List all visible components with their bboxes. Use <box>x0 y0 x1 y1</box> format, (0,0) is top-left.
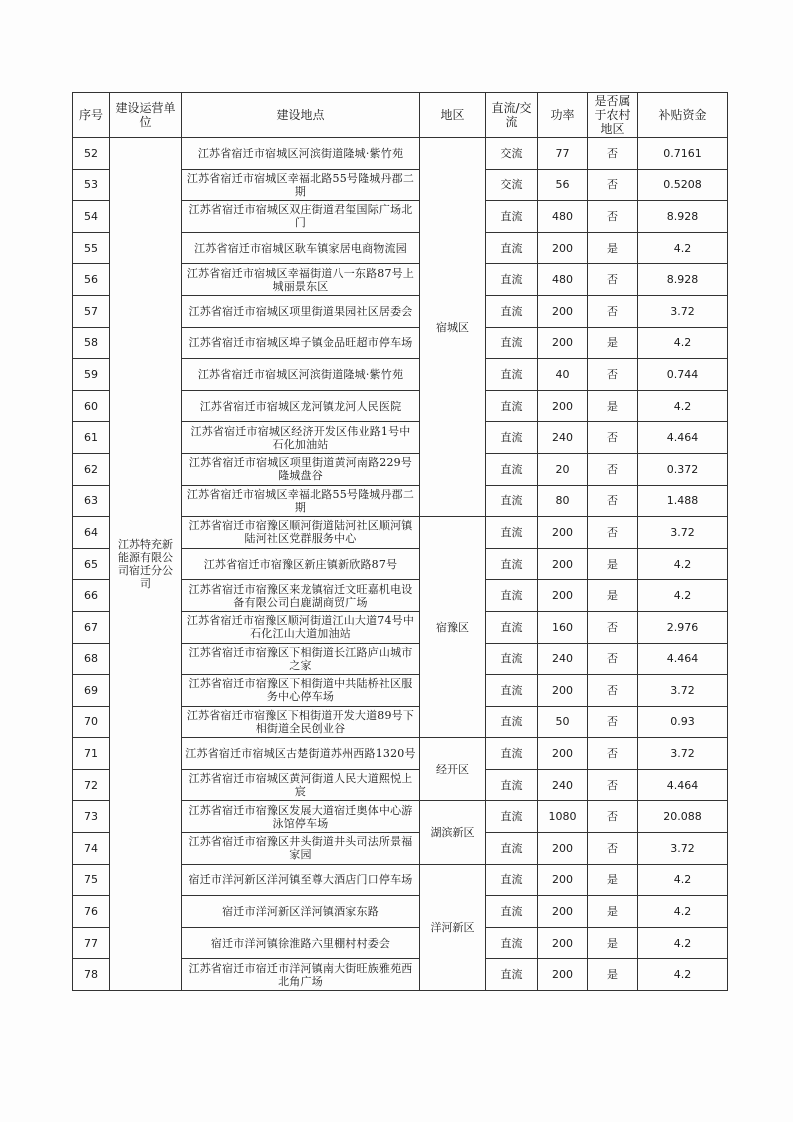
fund-cell: 8.928 <box>638 264 728 296</box>
row-number: 76 <box>73 896 110 928</box>
rural-cell: 否 <box>588 359 638 391</box>
region-cell: 宿城区 <box>420 138 486 517</box>
location-cell: 江苏省宿迁市宿城区古楚街道苏州西路1320号 <box>182 738 420 770</box>
power-cell: 77 <box>538 138 588 170</box>
rural-cell: 否 <box>588 264 638 296</box>
header-region: 地区 <box>420 93 486 138</box>
fund-cell: 0.5208 <box>638 169 728 201</box>
power-cell: 200 <box>538 896 588 928</box>
power-cell: 200 <box>538 927 588 959</box>
fund-cell: 3.72 <box>638 738 728 770</box>
location-cell: 江苏省宿迁市宿城区河滨街道隆城·紫竹苑 <box>182 359 420 391</box>
power-cell: 40 <box>538 359 588 391</box>
location-cell: 江苏省宿迁市宿城区幸福北路55号隆城丹郡二期 <box>182 485 420 517</box>
power-cell: 80 <box>538 485 588 517</box>
fund-cell: 4.2 <box>638 232 728 264</box>
rural-cell: 是 <box>588 864 638 896</box>
power-cell: 20 <box>538 453 588 485</box>
location-cell: 江苏省宿迁市宿城区幸福北路55号隆城丹郡二期 <box>182 169 420 201</box>
rural-cell: 否 <box>588 738 638 770</box>
power-cell: 200 <box>538 738 588 770</box>
current-type-cell: 直流 <box>486 327 538 359</box>
current-type-cell: 直流 <box>486 611 538 643</box>
rural-cell: 是 <box>588 548 638 580</box>
current-type-cell: 直流 <box>486 232 538 264</box>
current-type-cell: 直流 <box>486 580 538 612</box>
row-number: 68 <box>73 643 110 675</box>
current-type-cell: 直流 <box>486 833 538 865</box>
rural-cell: 是 <box>588 580 638 612</box>
power-cell: 200 <box>538 295 588 327</box>
region-cell: 洋河新区 <box>420 864 486 990</box>
fund-cell: 3.72 <box>638 295 728 327</box>
fund-cell: 4.2 <box>638 327 728 359</box>
row-number: 69 <box>73 675 110 707</box>
row-number: 56 <box>73 264 110 296</box>
current-type-cell: 直流 <box>486 390 538 422</box>
header-location: 建设地点 <box>182 93 420 138</box>
location-cell: 江苏省宿迁市宿城区龙河镇龙河人民医院 <box>182 390 420 422</box>
rural-cell: 是 <box>588 390 638 422</box>
location-cell: 江苏省宿迁市宿城区幸福街道八一东路87号上城丽景东区 <box>182 264 420 296</box>
row-number: 73 <box>73 801 110 833</box>
location-cell: 江苏省宿迁市宿豫区来龙镇宿迁文旺嘉机电设备有限公司白鹿湖商贸广场 <box>182 580 420 612</box>
location-cell: 江苏省宿迁市宿城区耿车镇家居电商物流园 <box>182 232 420 264</box>
fund-cell: 4.2 <box>638 864 728 896</box>
current-type-cell: 直流 <box>486 675 538 707</box>
rural-cell: 否 <box>588 422 638 454</box>
fund-cell: 4.2 <box>638 927 728 959</box>
current-type-cell: 直流 <box>486 864 538 896</box>
row-number: 67 <box>73 611 110 643</box>
region-cell: 湖滨新区 <box>420 801 486 864</box>
rural-cell: 否 <box>588 675 638 707</box>
location-cell: 江苏省宿迁市宿豫区下相街道中共陆桥社区服务中心停车场 <box>182 675 420 707</box>
fund-cell: 4.2 <box>638 580 728 612</box>
row-number: 53 <box>73 169 110 201</box>
rural-cell: 否 <box>588 517 638 549</box>
current-type-cell: 直流 <box>486 264 538 296</box>
row-number: 52 <box>73 138 110 170</box>
row-number: 64 <box>73 517 110 549</box>
row-number: 74 <box>73 833 110 865</box>
power-cell: 480 <box>538 201 588 233</box>
fund-cell: 4.2 <box>638 896 728 928</box>
rural-cell: 是 <box>588 232 638 264</box>
power-cell: 200 <box>538 959 588 991</box>
row-number: 55 <box>73 232 110 264</box>
location-cell: 江苏省宿迁市宿豫区顺河街道陆河社区顺河镇陆河社区党群服务中心 <box>182 517 420 549</box>
power-cell: 200 <box>538 390 588 422</box>
location-cell: 江苏省宿迁市宿豫区发展大道宿迁奥体中心游泳馆停车场 <box>182 801 420 833</box>
region-cell: 宿豫区 <box>420 517 486 738</box>
fund-cell: 4.464 <box>638 769 728 801</box>
current-type-cell: 直流 <box>486 359 538 391</box>
fund-cell: 0.372 <box>638 453 728 485</box>
current-type-cell: 直流 <box>486 422 538 454</box>
rural-cell: 否 <box>588 485 638 517</box>
current-type-cell: 直流 <box>486 959 538 991</box>
rural-cell: 是 <box>588 896 638 928</box>
region-cell: 经开区 <box>420 738 486 801</box>
row-number: 77 <box>73 927 110 959</box>
rural-cell: 否 <box>588 138 638 170</box>
row-number: 59 <box>73 359 110 391</box>
fund-cell: 0.93 <box>638 706 728 738</box>
row-number: 65 <box>73 548 110 580</box>
row-number: 61 <box>73 422 110 454</box>
location-cell: 江苏省宿迁市宿城区双庄街道君玺国际广场北门 <box>182 201 420 233</box>
power-cell: 240 <box>538 422 588 454</box>
row-number: 54 <box>73 201 110 233</box>
current-type-cell: 直流 <box>486 517 538 549</box>
power-cell: 1080 <box>538 801 588 833</box>
current-type-cell: 直流 <box>486 485 538 517</box>
row-number: 62 <box>73 453 110 485</box>
row-number: 66 <box>73 580 110 612</box>
row-number: 70 <box>73 706 110 738</box>
location-cell: 宿迁市洋河新区洋河镇酒家东路 <box>182 896 420 928</box>
location-cell: 宿迁市洋河新区洋河镇至尊大酒店门口停车场 <box>182 864 420 896</box>
rural-cell: 否 <box>588 201 638 233</box>
row-number: 63 <box>73 485 110 517</box>
header-current: 直流/交流 <box>486 93 538 138</box>
power-cell: 200 <box>538 232 588 264</box>
fund-cell: 3.72 <box>638 833 728 865</box>
power-cell: 200 <box>538 548 588 580</box>
power-cell: 200 <box>538 327 588 359</box>
rural-cell: 是 <box>588 927 638 959</box>
row-number: 60 <box>73 390 110 422</box>
header-unit: 建设运营单位 <box>110 93 182 138</box>
location-cell: 江苏省宿迁市宿城区项里街道黄河南路229号隆城盘谷 <box>182 453 420 485</box>
fund-cell: 8.928 <box>638 201 728 233</box>
table-header-row <box>73 93 728 138</box>
current-type-cell: 直流 <box>486 453 538 485</box>
rural-cell: 是 <box>588 959 638 991</box>
row-number: 57 <box>73 295 110 327</box>
location-cell: 江苏省宿迁市宿城区经济开发区伟业路1号中石化加油站 <box>182 422 420 454</box>
rural-cell: 否 <box>588 706 638 738</box>
rural-cell: 否 <box>588 643 638 675</box>
rural-cell: 否 <box>588 801 638 833</box>
row-number: 58 <box>73 327 110 359</box>
power-cell: 240 <box>538 769 588 801</box>
current-type-cell: 直流 <box>486 643 538 675</box>
location-cell: 江苏省宿迁市宿豫区井头街道井头司法所景福家园 <box>182 833 420 865</box>
fund-cell: 3.72 <box>638 675 728 707</box>
location-cell: 江苏省宿迁市宿城区埠子镇金品旺超市停车场 <box>182 327 420 359</box>
fund-cell: 0.744 <box>638 359 728 391</box>
rural-cell: 否 <box>588 833 638 865</box>
fund-cell: 4.464 <box>638 643 728 675</box>
power-cell: 200 <box>538 833 588 865</box>
current-type-cell: 交流 <box>486 138 538 170</box>
current-type-cell: 交流 <box>486 169 538 201</box>
power-cell: 50 <box>538 706 588 738</box>
location-cell: 江苏省宿迁市宿城区黄河街道人民大道熙悦上宸 <box>182 769 420 801</box>
row-number: 75 <box>73 864 110 896</box>
fund-cell: 4.2 <box>638 959 728 991</box>
location-cell: 江苏省宿迁市宿城区项里街道果园社区居委会 <box>182 295 420 327</box>
power-cell: 200 <box>538 580 588 612</box>
row-number: 72 <box>73 769 110 801</box>
current-type-cell: 直流 <box>486 295 538 327</box>
fund-cell: 4.2 <box>638 390 728 422</box>
power-cell: 200 <box>538 517 588 549</box>
location-cell: 江苏省宿迁市宿豫区顺河街道江山大道74号中石化江山大道加油站 <box>182 611 420 643</box>
fund-cell: 4.464 <box>638 422 728 454</box>
location-cell: 江苏省宿迁市宿迁市洋河镇南大街旺族雅苑西北角广场 <box>182 959 420 991</box>
header-rural: 是否属于农村地区 <box>588 93 638 138</box>
power-cell: 56 <box>538 169 588 201</box>
location-cell: 江苏省宿迁市宿豫区下相街道开发大道89号下相街道全民创业谷 <box>182 706 420 738</box>
current-type-cell: 直流 <box>486 738 538 770</box>
current-type-cell: 直流 <box>486 548 538 580</box>
current-type-cell: 直流 <box>486 927 538 959</box>
header-fund: 补贴资金 <box>638 93 728 138</box>
current-type-cell: 直流 <box>486 801 538 833</box>
rural-cell: 否 <box>588 295 638 327</box>
row-number: 71 <box>73 738 110 770</box>
table-body <box>73 138 728 991</box>
location-cell: 江苏省宿迁市宿豫区新庄镇新欣路87号 <box>182 548 420 580</box>
location-cell: 江苏省宿迁市宿豫区下相街道长江路庐山城市之家 <box>182 643 420 675</box>
current-type-cell: 直流 <box>486 706 538 738</box>
fund-cell: 3.72 <box>638 517 728 549</box>
power-cell: 200 <box>538 675 588 707</box>
rural-cell: 否 <box>588 769 638 801</box>
header-power: 功率 <box>538 93 588 138</box>
current-type-cell: 直流 <box>486 769 538 801</box>
current-type-cell: 直流 <box>486 201 538 233</box>
fund-cell: 2.976 <box>638 611 728 643</box>
header-no: 序号 <box>73 93 110 138</box>
location-cell: 宿迁市洋河镇徐淮路六里棚村村委会 <box>182 927 420 959</box>
rural-cell: 是 <box>588 327 638 359</box>
power-cell: 160 <box>538 611 588 643</box>
power-cell: 240 <box>538 643 588 675</box>
location-cell: 江苏省宿迁市宿城区河滨街道隆城·紫竹苑 <box>182 138 420 170</box>
power-cell: 480 <box>538 264 588 296</box>
unit-cell: 江苏特充新能源有限公司宿迁分公司 <box>110 138 182 991</box>
current-type-cell: 直流 <box>486 896 538 928</box>
fund-cell: 20.088 <box>638 801 728 833</box>
power-cell: 200 <box>538 864 588 896</box>
row-number: 78 <box>73 959 110 991</box>
subsidy-table <box>72 92 728 991</box>
rural-cell: 否 <box>588 169 638 201</box>
fund-cell: 1.488 <box>638 485 728 517</box>
rural-cell: 否 <box>588 611 638 643</box>
fund-cell: 0.7161 <box>638 138 728 170</box>
table-row <box>73 138 728 170</box>
rural-cell: 否 <box>588 453 638 485</box>
fund-cell: 4.2 <box>638 548 728 580</box>
